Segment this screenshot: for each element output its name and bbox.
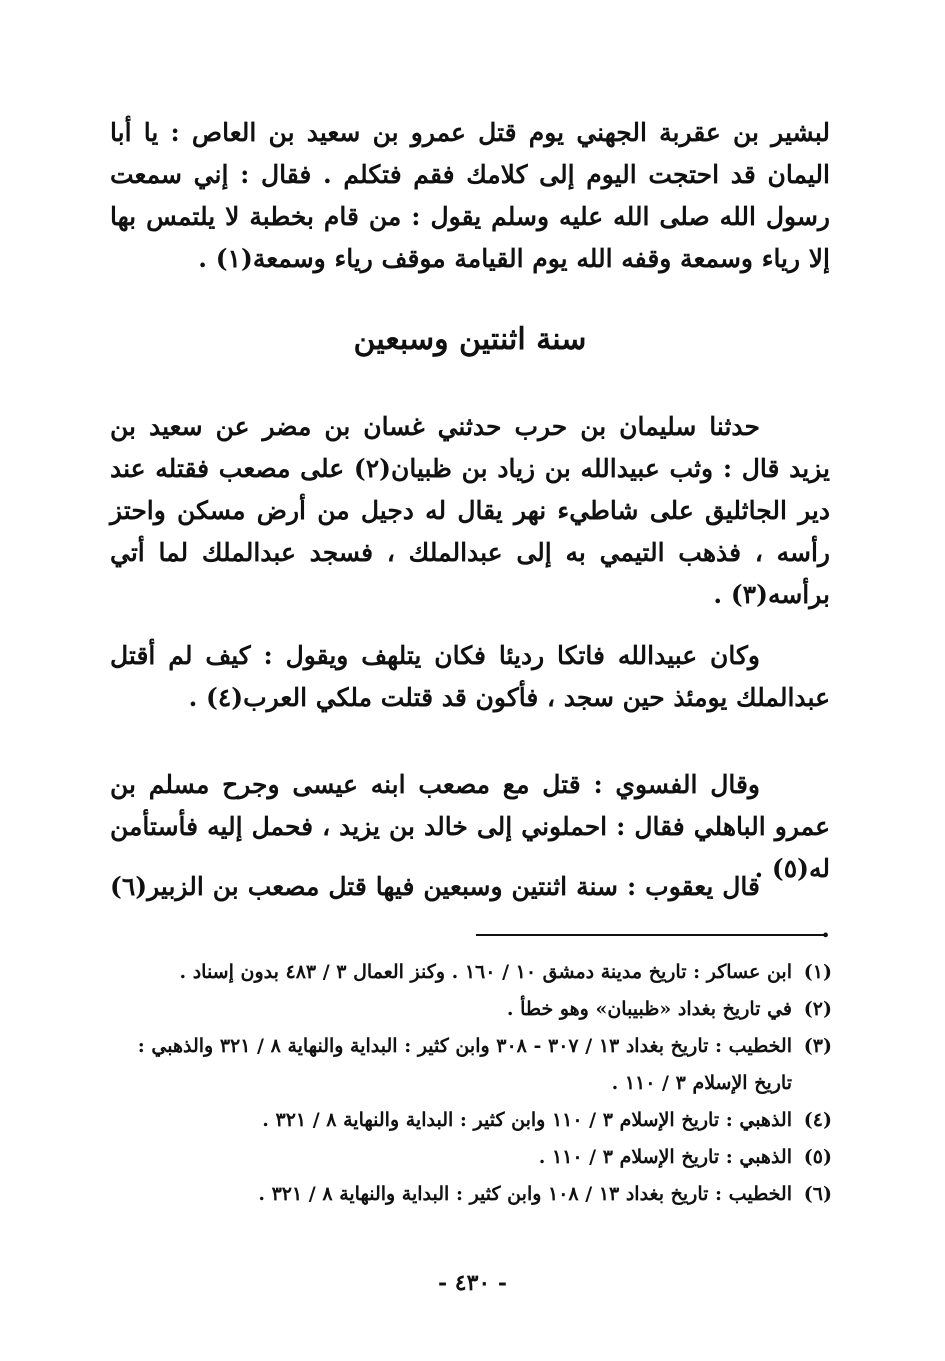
body-paragraph-3: وكان عبيدالله فاتكا رديئا فكان يتلهف ويقول : كيف لم أقتل عبدالملك يومئذ حين سجد ، فأكون قد قتلت ملكي العرب(٤) . [110, 641, 830, 712]
body-paragraph-2: حدثنا سليمان بن حرب حدثني غسان بن مضر عن سعيد بن يزيد قال : وثب عبيدالله بن زياد بن ظبيان(٢) على مصعب فقتله عند دير الجاثليق على شاطيء نهر يقال له دجيل من أرض مسكن واحتز رأسه ، فذهب التيمي به إلى عبدالملك ، فسجد عبدالملك لما أتي برأسه(٣) . [110, 412, 830, 609]
footnote-number: (٦) [803, 1183, 832, 1205]
footnote-text: الذهبي : تاريخ الإسلام ٣ / ١١٠ وابن كثير : البداية والنهاية ٨ / ٣٢١ . [262, 1109, 792, 1131]
footnote-item [110, 1139, 832, 1176]
footnote-number: (٢) [803, 998, 832, 1020]
page-number: - ٤٣٠ - [437, 1270, 508, 1296]
footnote-text: الذهبي : تاريخ الإسلام ٣ / ١١٠ . [538, 1146, 792, 1168]
body-paragraph-4: وقال الفسوي : قتل مع مصعب ابنه عيسى وجرح مسلم بن عمرو الباهلي فقال : احملوني إلى خالد بن يزيد ، فحمل إليه فأستأمن له(٥) . [110, 770, 830, 883]
footnote-text: الخطيب : تاريخ بغداد ١٣ / ٣٠٧ - ٣٠٨ وابن كثير : البداية والنهاية ٨ / ٣٢١ والذهبي : تاريخ الإسلام ٣ / ١١٠ . [137, 1035, 792, 1094]
footnote-item [110, 954, 832, 991]
footnote-number: (١) [803, 961, 832, 983]
footnote-number: (٣) [803, 1035, 832, 1057]
footnote-item [110, 1028, 832, 1102]
footnote-number: (٤) [803, 1109, 832, 1131]
footnote-text: في تاريخ بغداد «ظبيبان» وهو خطأ . [506, 998, 792, 1020]
footnote-text: الخطيب : تاريخ بغداد ١٣ / ١٠٨ وابن كثير : البداية والنهاية ٨ / ٣٢١ . [258, 1183, 792, 1205]
section-heading: سنة اثنتين وسبعين [353, 322, 587, 357]
footnote-item [110, 1176, 832, 1213]
body-paragraph-5: قال يعقوب : سنة اثنتين وسبعين فيها قتل مصعب بن الزبير(٦) . [110, 872, 830, 943]
footnote-divider [476, 934, 826, 936]
footnote-text: ابن عساكر : تاريخ مدينة دمشق ١٠ / ١٦٠ . وكنز العمال ٣ / ٤٨٣ بدون إسناد . [179, 961, 792, 983]
body-paragraph-1: لبشير بن عقربة الجهني يوم قتل عمرو بن سعيد بن العاص : يا أبا اليمان قد احتجت اليوم إلى كلامك فقم فتكلم . فقال : إني سمعت رسول الله صلى الله عليه وسلم يقول : من قام بخطبة لا يلتمس بها إلا رياء وسمعة وقفه الله يوم القيامة موقف رياء وسمعة(١) . [110, 118, 830, 273]
footnote-item [110, 991, 832, 1028]
footnote-item [110, 1102, 832, 1139]
footnotes-list [110, 954, 832, 1213]
footnote-number: (٥) [803, 1146, 832, 1168]
